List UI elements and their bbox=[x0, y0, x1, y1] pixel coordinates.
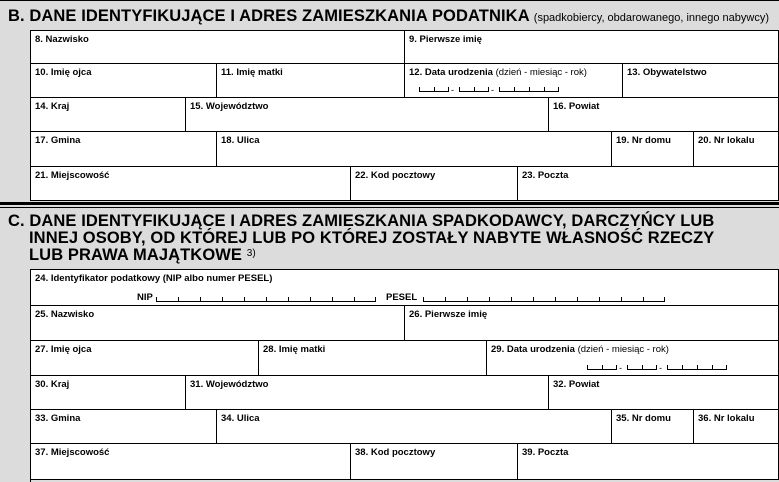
date-box bbox=[697, 365, 712, 370]
digit-box bbox=[643, 297, 665, 302]
field-25-label: 25. Nazwisko bbox=[35, 309, 95, 320]
field-11-label: 11. Imię matki bbox=[221, 67, 283, 78]
footnote-marker: 3) bbox=[246, 248, 256, 259]
digit-box bbox=[533, 297, 555, 302]
field-17-gmina[interactable] bbox=[31, 132, 217, 167]
field-27-label: 27. Imię ojca bbox=[35, 344, 92, 355]
digit-box bbox=[599, 297, 621, 302]
date-box bbox=[544, 87, 559, 92]
field-19-label: 19. Nr domu bbox=[616, 135, 671, 146]
top-border bbox=[0, 0, 779, 1]
digit-box bbox=[178, 297, 200, 302]
date-box bbox=[667, 365, 682, 370]
field-29-label bbox=[491, 344, 669, 355]
digit-box bbox=[621, 297, 643, 302]
field-18-label: 18. Ulica bbox=[221, 135, 260, 146]
field-11-imie-matki[interactable] bbox=[217, 64, 405, 98]
field-10-imie-ojca[interactable] bbox=[31, 64, 217, 98]
field-38-label: 38. Kod pocztowy bbox=[355, 447, 436, 458]
digit-box bbox=[577, 297, 599, 302]
field-8-label: 8. Nazwisko bbox=[35, 34, 89, 45]
field-18-ulica[interactable] bbox=[217, 132, 612, 167]
field-12-label bbox=[409, 67, 587, 78]
section-separator-thin bbox=[0, 207, 779, 208]
date-box bbox=[474, 87, 489, 92]
date-box bbox=[587, 365, 602, 370]
digit-box bbox=[555, 297, 577, 302]
field-13-label: 13. Obywatelstwo bbox=[627, 67, 707, 78]
field-17-label: 17. Gmina bbox=[35, 135, 81, 146]
digit-box bbox=[244, 297, 266, 302]
digit-box bbox=[332, 297, 354, 302]
field-35-label: 35. Nr domu bbox=[616, 413, 671, 424]
field-30-kraj[interactable] bbox=[31, 376, 186, 410]
date-box bbox=[682, 365, 697, 370]
field-30-label: 30. Kraj bbox=[35, 379, 70, 390]
field-16-label: 16. Powiat bbox=[553, 101, 600, 112]
digit-box bbox=[288, 297, 310, 302]
field-37-miejscowosc[interactable] bbox=[31, 444, 351, 480]
date-box bbox=[602, 365, 617, 370]
field-15-label: 15. Województwo bbox=[190, 101, 269, 112]
field-32-powiat[interactable] bbox=[549, 376, 779, 410]
field-38-kod-pocztowy[interactable] bbox=[351, 444, 518, 480]
field-21-label: 21. Miejscowość bbox=[35, 170, 110, 181]
date-box bbox=[419, 87, 434, 92]
field-14-kraj[interactable] bbox=[31, 98, 186, 132]
field-8-nazwisko[interactable] bbox=[31, 31, 405, 64]
date-box bbox=[459, 87, 474, 92]
section-b-subtitle: (spadkobiercy, obdarowanego, innego nabywcy) bbox=[533, 12, 769, 24]
date-box bbox=[499, 87, 514, 92]
digit-box bbox=[310, 297, 332, 302]
section-b-title bbox=[8, 8, 769, 27]
field-22-label: 22. Kod pocztowy bbox=[355, 170, 436, 181]
field-34-ulica[interactable] bbox=[217, 410, 612, 444]
digit-box bbox=[489, 297, 511, 302]
field-9-pierwsze-imie[interactable] bbox=[405, 31, 779, 64]
field-28-imie-matki[interactable] bbox=[259, 341, 487, 376]
field-20-nr-lokalu[interactable] bbox=[694, 132, 779, 167]
field-26-label: 26. Pierwsze imię bbox=[409, 309, 488, 320]
date-separator: - bbox=[659, 363, 662, 373]
field-32-label: 32. Powiat bbox=[553, 379, 600, 390]
date-box bbox=[642, 365, 657, 370]
field-31-label: 31. Województwo bbox=[190, 379, 269, 390]
date-separator: - bbox=[619, 363, 622, 373]
digit-box bbox=[354, 297, 376, 302]
section-c-title-line1: C. DANE IDENTYFIKUJĄCE I ADRES ZAMIESZKANIA SPADKODAWCY, DARCZYŃCY LUB bbox=[8, 212, 715, 230]
field-14-label: 14. Kraj bbox=[35, 101, 70, 112]
field-23-label: 23. Poczta bbox=[522, 170, 569, 181]
digit-box bbox=[266, 297, 288, 302]
field-25-nazwisko[interactable] bbox=[31, 306, 405, 341]
digit-box bbox=[423, 297, 445, 302]
section-c-title bbox=[8, 213, 714, 264]
date-box bbox=[529, 87, 544, 92]
field-31-wojewodztwo[interactable] bbox=[186, 376, 549, 410]
field-22-kod-pocztowy[interactable] bbox=[351, 167, 518, 201]
date-separator: - bbox=[451, 85, 454, 95]
field-19-nr-domu[interactable] bbox=[612, 132, 694, 167]
section-separator bbox=[0, 202, 779, 205]
field-33-label: 33. Gmina bbox=[35, 413, 81, 424]
field-33-gmina[interactable] bbox=[31, 410, 217, 444]
field-20-label: 20. Nr lokalu bbox=[698, 135, 755, 146]
field-13-obywatelstwo[interactable] bbox=[623, 64, 779, 98]
section-c-title-line2: INNEJ OSOBY, OD KTÓREJ LUB PO KTÓREJ ZOSTAŁY NABYTE WŁASNOŚĆ RZECZY bbox=[29, 229, 715, 247]
field-12-label-hint: (dzień - miesiąc - rok) bbox=[495, 67, 587, 78]
date-box bbox=[514, 87, 529, 92]
field-36-nr-lokalu[interactable] bbox=[694, 410, 779, 444]
field-37-label: 37. Miejscowość bbox=[35, 447, 110, 458]
field-28-label: 28. Imię matki bbox=[263, 344, 326, 355]
field-24-label: 24. Identyfikator podatkowy (NIP albo numer PESEL) bbox=[35, 273, 273, 284]
date-box bbox=[712, 365, 727, 370]
field-29-label-main: 29. Data urodzenia bbox=[491, 344, 575, 355]
field-15-wojewodztwo[interactable] bbox=[186, 98, 549, 132]
digit-box bbox=[445, 297, 467, 302]
field-12-data-urodzenia[interactable] bbox=[405, 64, 623, 98]
field-29-label-hint: (dzień - miesiąc - rok) bbox=[577, 344, 669, 355]
field-26-pierwsze-imie[interactable] bbox=[405, 306, 779, 341]
pesel-label: PESEL bbox=[386, 292, 418, 303]
field-39-label: 39. Poczta bbox=[522, 447, 569, 458]
field-36-label: 36. Nr lokalu bbox=[698, 413, 755, 424]
digit-box bbox=[511, 297, 533, 302]
digit-box bbox=[222, 297, 244, 302]
field-29-data-urodzenia[interactable] bbox=[487, 341, 779, 376]
digit-box bbox=[156, 297, 178, 302]
field-21-miejscowosc[interactable] bbox=[31, 167, 351, 201]
date-box bbox=[627, 365, 642, 370]
digit-box bbox=[467, 297, 489, 302]
section-b-heading: B. DANE IDENTYFIKUJĄCE I ADRES ZAMIESZKANIA PODATNIKA bbox=[8, 7, 530, 25]
field-23-poczta[interactable] bbox=[518, 167, 779, 201]
field-24-identyfikator[interactable] bbox=[31, 270, 779, 306]
field-39-poczta[interactable] bbox=[518, 444, 779, 480]
section-c-title-line3: LUB PRAWA MAJĄTKOWE bbox=[29, 246, 243, 264]
field-27-imie-ojca[interactable] bbox=[31, 341, 259, 376]
field-16-powiat[interactable] bbox=[549, 98, 779, 132]
field-12-label-main: 12. Data urodzenia bbox=[409, 67, 493, 78]
field-10-label: 10. Imię ojca bbox=[35, 67, 92, 78]
field-35-nr-domu[interactable] bbox=[612, 410, 694, 444]
field-9-label: 9. Pierwsze imię bbox=[409, 34, 482, 45]
nip-label: NIP bbox=[137, 292, 153, 303]
date-separator: - bbox=[491, 85, 494, 95]
field-34-label: 34. Ulica bbox=[221, 413, 260, 424]
digit-box bbox=[200, 297, 222, 302]
date-box bbox=[434, 87, 449, 92]
